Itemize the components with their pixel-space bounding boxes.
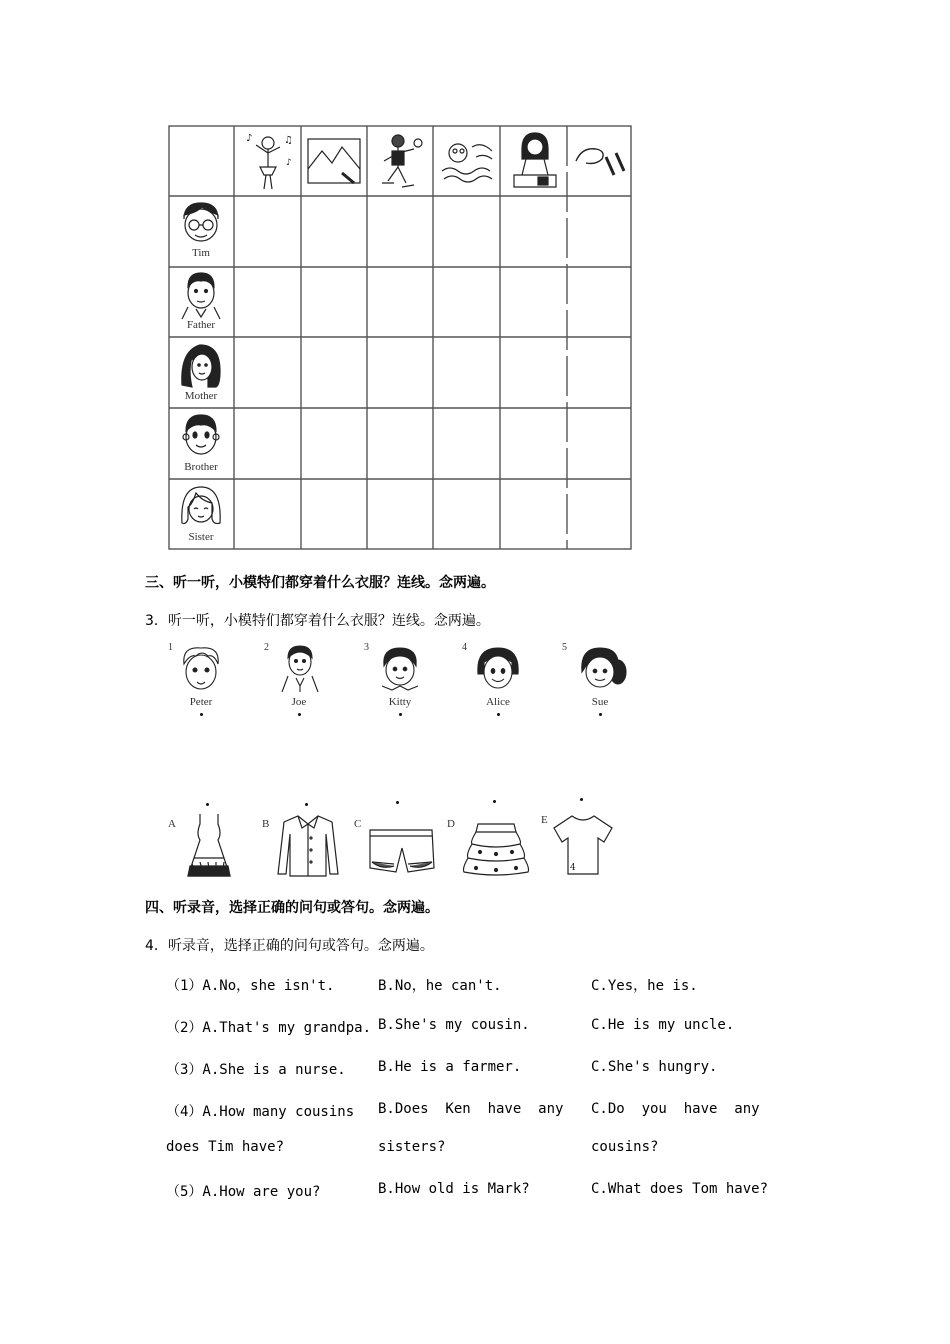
option-c[interactable]: C.He is my uncle.: [591, 1017, 735, 1033]
kid-match-dot[interactable]: [399, 713, 402, 716]
brother-face-icon: [178, 411, 224, 461]
reading-icon: [508, 129, 562, 191]
person-label: Mother: [184, 390, 218, 402]
person-label: Tim: [192, 247, 210, 259]
section4-question: 4．听录音，选择正确的问句或答句。念两遍。: [145, 938, 434, 954]
clothes-letter: B: [262, 818, 270, 830]
option-a[interactable]: （2）A.That's my grandpa.: [166, 1020, 372, 1036]
clothes-letter: C: [354, 818, 362, 830]
clothes-match-dot[interactable]: [580, 798, 583, 801]
shirt-icon: [276, 814, 340, 878]
clothes-match-dot[interactable]: [305, 803, 308, 806]
kid-number: 3: [364, 642, 369, 653]
kitty-face-icon: [376, 644, 424, 694]
peter-face-icon: [178, 644, 224, 694]
option-c[interactable]: C.Do you have any: [591, 1101, 760, 1117]
option-b[interactable]: B.Does Ken have any: [378, 1101, 564, 1117]
svg-text:♪: ♪: [246, 133, 253, 144]
tshirt-icon: [552, 812, 614, 878]
tim-face-icon: [178, 201, 224, 247]
option-b[interactable]: B.No，he can't.: [378, 978, 502, 994]
kid-name: Alice: [486, 696, 510, 708]
clothes-match-dot[interactable]: [493, 800, 496, 803]
svg-text:♫: ♫: [284, 135, 293, 146]
dress-icon: [184, 812, 234, 878]
svg-text:♪: ♪: [286, 158, 292, 168]
kid-match-dot[interactable]: [497, 713, 500, 716]
painting-icon: [306, 137, 364, 187]
option-a[interactable]: （3）A.She is a nurse.: [166, 1062, 346, 1078]
option-b[interactable]: B.How old is Mark?: [378, 1181, 530, 1197]
kid-number: 2: [264, 642, 269, 653]
skating-icon: [374, 131, 428, 191]
clothes-letter: D: [447, 818, 455, 830]
section3-question: 3．听一听，小模特们都穿着什么衣服？连线。念两遍。: [145, 613, 490, 629]
joe-face-icon: [280, 644, 320, 694]
sue-face-icon: [574, 644, 630, 694]
option-c[interactable]: C.She's hungry.: [591, 1059, 718, 1075]
option-c[interactable]: C.What does Tom have?: [591, 1181, 769, 1197]
kid-match-dot[interactable]: [599, 713, 602, 716]
activity-table: [168, 125, 632, 550]
dancing-icon: [242, 131, 294, 191]
kid-number: 5: [562, 642, 567, 653]
sister-face-icon: [178, 483, 224, 529]
kid-number: 4: [462, 642, 467, 653]
kid-name: Peter: [189, 696, 213, 708]
option-c[interactable]: C.Yes，he is.: [591, 978, 698, 994]
kid-name: Kitty: [388, 696, 412, 708]
person-label: Sister: [188, 531, 214, 543]
svg-text:4: 4: [570, 863, 576, 873]
shorts-icon: [366, 826, 436, 878]
cooking-icon: [572, 137, 628, 183]
option-a[interactable]: （4）A.How many cousins: [166, 1104, 355, 1120]
swimming-icon: [438, 137, 496, 185]
alice-face-icon: [474, 644, 522, 694]
father-face-icon: [178, 271, 224, 321]
option-b-cont: sisters?: [378, 1139, 446, 1155]
option-a[interactable]: （1）A.No，she isn't.: [166, 978, 335, 994]
section4-heading: 四、听录音，选择正确的问句或答句。念两遍。: [145, 900, 439, 916]
option-b[interactable]: B.He is a farmer.: [378, 1059, 522, 1075]
option-a-cont: does Tim have?: [166, 1139, 285, 1155]
kid-name: Sue: [591, 696, 609, 708]
clothes-letter: A: [168, 818, 176, 830]
option-b[interactable]: B.She's my cousin.: [378, 1017, 530, 1033]
person-label: Brother: [184, 461, 218, 473]
option-c-cont: cousins?: [591, 1139, 659, 1155]
mother-face-icon: [178, 341, 224, 391]
kid-match-dot[interactable]: [298, 713, 301, 716]
kid-number: 1: [168, 642, 173, 653]
person-label: Father: [186, 319, 216, 331]
section3-heading: 三、听一听，小模特们都穿着什么衣服？连线。念两遍。: [145, 575, 495, 591]
kid-match-dot[interactable]: [200, 713, 203, 716]
clothes-match-dot[interactable]: [396, 801, 399, 804]
option-a[interactable]: （5）A.How are you?: [166, 1184, 321, 1200]
clothes-letter: E: [541, 814, 548, 826]
clothes-match-dot[interactable]: [206, 803, 209, 806]
kid-name: Joe: [291, 696, 307, 708]
skirt-icon: [460, 820, 532, 878]
